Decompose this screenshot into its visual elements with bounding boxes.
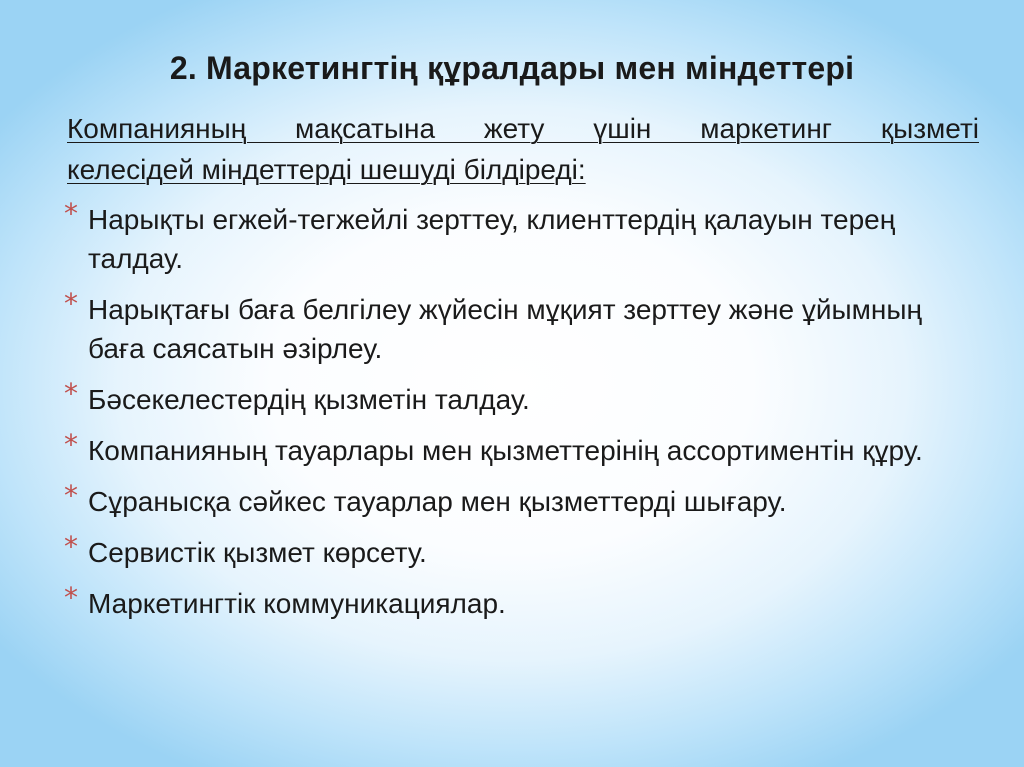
asterisk-bullet-icon: * (64, 428, 78, 461)
list-item-text: Компанияның тауарлары мен қызметтерінің ассортиментін құру. (88, 435, 923, 466)
list-item (64, 377, 964, 419)
list-item-text: Нарықты егжей-тегжейлі зерттеу, клиенттердің қалауын терең талдау. (88, 204, 896, 274)
intro-paragraph (67, 108, 979, 190)
list-item-text: Бәсекелестердің қызметін талдау. (88, 384, 530, 415)
slide-title: 2. Маркетингтің құралдары мен міндеттері (169, 50, 855, 86)
intro-line-1: Компанияның мақсатына жету үшін маркетинг қызметі (67, 113, 979, 144)
asterisk-bullet-icon: * (64, 479, 78, 512)
asterisk-bullet-icon: * (64, 581, 78, 614)
list-item (64, 581, 964, 623)
list-item (64, 287, 964, 368)
list-item-text: Сұранысқа сәйкес тауарлар мен қызметтерді шығару. (88, 486, 787, 517)
list-item-text: Нарықтағы баға белгілеу жүйесін мұқият зерттеу және ұйымның баға саясатын әзірлеу. (88, 294, 922, 364)
asterisk-bullet-icon: * (64, 377, 78, 410)
intro-line-2: келесідей міндеттерді шешуді білдіреді: (67, 154, 586, 185)
list-item-text: Маркетингтік коммуникациялар. (88, 588, 506, 619)
asterisk-bullet-icon: * (64, 530, 78, 563)
list-item (64, 428, 964, 470)
list-item (64, 197, 964, 278)
list-item (64, 530, 964, 572)
list-item (64, 479, 964, 521)
asterisk-bullet-icon: * (64, 287, 78, 320)
asterisk-bullet-icon: * (64, 197, 78, 230)
task-list (64, 197, 964, 635)
list-item-text: Сервистік қызмет көрсету. (88, 537, 427, 568)
